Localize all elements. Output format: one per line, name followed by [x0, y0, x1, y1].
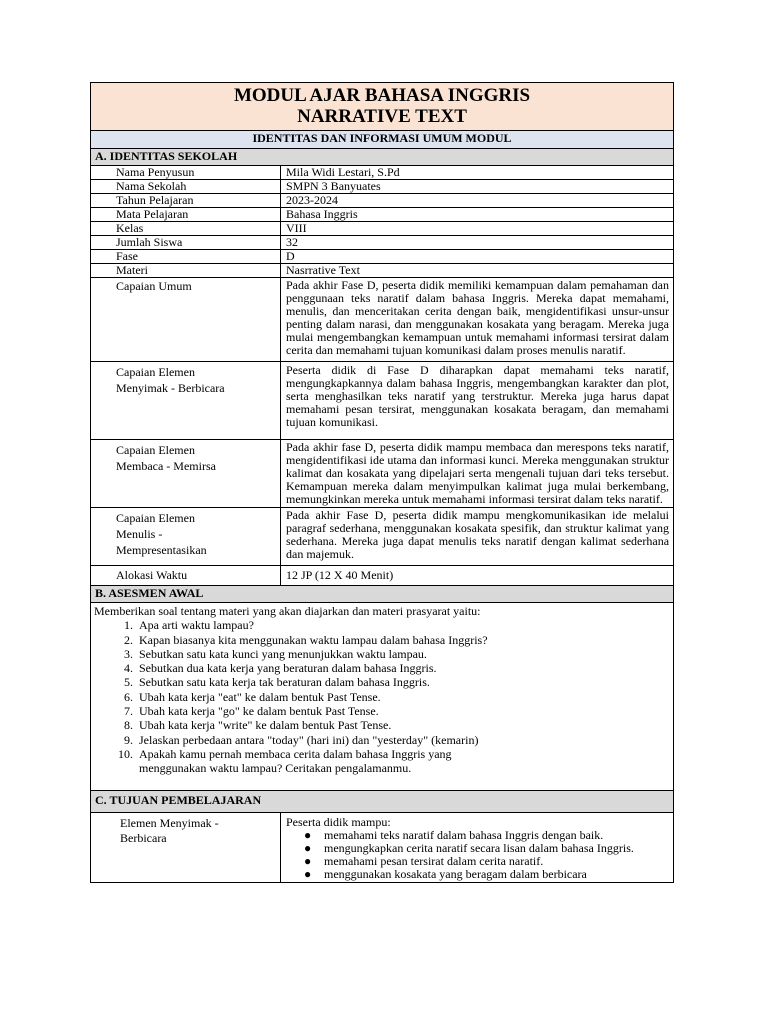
bullet-icon: ● [304, 840, 312, 855]
tujuan-item-text: memahami pesan tersirat dalam cerita naratif. [324, 853, 544, 868]
module-document [90, 82, 673, 883]
section-b-heading: B. ASESMEN AWAL [91, 586, 674, 603]
identity-value: SMPN 3 Banyuates [281, 180, 674, 194]
capaian-membaca-label: Capaian Elemen Membaca - Memirsa [91, 440, 281, 508]
section-a-heading: A. IDENTITAS SEKOLAH [91, 149, 674, 166]
identity-label: Kelas [91, 222, 281, 236]
section-a-heading-row [91, 149, 674, 166]
identity-row [91, 264, 674, 278]
identity-label: Jumlah Siswa [91, 236, 281, 250]
identity-value: 32 [281, 236, 674, 250]
identity-value: Nasrrative Text [281, 264, 674, 278]
document-subtitle: IDENTITAS DAN INFORMASI UMUM MODUL [91, 131, 674, 149]
section-b-heading-row [91, 586, 674, 603]
identity-label: Nama Sekolah [91, 180, 281, 194]
tujuan-item-text: mengungkapkan cerita naratif secara lisan dalam bahasa Inggris. [324, 840, 634, 855]
tujuan-intro: Peserta didik mampu: [286, 814, 391, 829]
identity-row [91, 236, 674, 250]
identity-label: Materi [91, 264, 281, 278]
identity-row [91, 208, 674, 222]
assessment-question: 7. Ubah kata kerja "go" ke dalam bentuk Past Tense. [136, 704, 669, 718]
identity-row [91, 194, 674, 208]
document-title [91, 83, 674, 131]
identity-row [91, 222, 674, 236]
title-line-2: NARRATIVE TEXT [297, 106, 467, 127]
assessment-question: 1. Apa arti waktu lampau? [136, 618, 669, 632]
tujuan-item-text: menggunakan kosakata yang beragam dalam berbicara [324, 866, 587, 881]
capaian-menulis-row [91, 508, 674, 566]
bullet-icon: ● [304, 866, 312, 881]
assessment-question: 3. Sebutkan satu kata kunci yang menunjukkan waktu lampau. [136, 647, 669, 661]
title-row [91, 83, 674, 131]
bullet-icon: ● [304, 853, 312, 868]
alokasi-value: 12 JP (12 X 40 Menit) [281, 566, 674, 586]
section-c-body-row [91, 812, 674, 882]
identity-row [91, 166, 674, 180]
tujuan-item-text: memahami teks naratif dalam bahasa Inggris dengan baik. [324, 827, 604, 842]
tujuan-item [304, 866, 649, 881]
assessment-question: 9. Jelaskan perbedaan antara "today" (hari ini) dan "yesterday" (kemarin) [136, 733, 669, 747]
capaian-menyimak-row [91, 362, 674, 440]
capaian-menyimak-text: Peserta didik di Fase D diharapkan dapat memahami teks naratif, mengungkapkannya dalam bahasa Inggris, mengembangkan karakter dan plot, serta menghasilkan teks naratif yang terstruktur. Mereka juga harus dapat memahami pesan tersirat, menggunakan kosakata beragam, dan memahami tujuan komunikasi. [281, 362, 674, 440]
capaian-menulis-label [91, 508, 281, 566]
module-table [90, 82, 674, 883]
section-c-heading: C. TUJUAN PEMBELAJARAN [91, 790, 674, 812]
capaian-menyimak-label: Capaian Elemen Menyimak - Berbicara [91, 362, 281, 440]
identity-value: D [281, 250, 674, 264]
tujuan-element-label-line: Berbicara [120, 830, 167, 845]
identity-label: Tahun Pelajaran [91, 194, 281, 208]
capaian-membaca-text: Pada akhir fase D, peserta didik mampu membaca dan merespons teks naratif, mengidentifikasi ide utama dan informasi kunci. Mereka menggunakan struktur kalimat dan kosakata yang dipelajari serta mengenali tujuan dari teks tersebut. Kemampuan mereka dalam menyimpulkan kalimat juga mulai berkembang, memungkinkan mereka untuk memahami informasi tersirat dalam teks naratif. [281, 440, 674, 508]
bullet-icon: ● [304, 827, 312, 842]
tujuan-content [281, 812, 674, 882]
identity-label: Nama Penyusun [91, 166, 281, 180]
identity-label: Mata Pelajaran [91, 208, 281, 222]
capaian-membaca-row [91, 440, 674, 508]
assessment-question: 2. Kapan biasanya kita menggunakan waktu lampau dalam bahasa Inggris? [136, 633, 669, 647]
identity-value: Mila Widi Lestari, S.Pd [281, 166, 674, 180]
identity-row [91, 180, 674, 194]
assessment-question: 4. Sebutkan dua kata kerja yang beraturan dalam bahasa Inggris. [136, 661, 669, 675]
assessment-question: 5. Sebutkan satu kata kerja tak beraturan dalam bahasa Inggris. [136, 675, 669, 689]
capaian-menulis-text: Pada akhir Fase D, peserta didik mampu mengkomunikasikan ide melalui paragraf sederhana, menggunakan kosakata spesifik, dan struktur kalimat yang sederhana. Mereka juga dapat menulis teks naratif dengan kalimat sederhana dan majemuk. [281, 508, 674, 566]
identity-label: Fase [91, 250, 281, 264]
section-b-body-row [91, 603, 674, 791]
assessment-question: 6. Ubah kata kerja "eat" ke dalam bentuk Past Tense. [136, 690, 669, 704]
section-c-heading-row [91, 790, 674, 812]
assessment-intro: Memberikan soal tentang materi yang akan diajarkan dan materi prasyarat yaitu: [94, 604, 481, 618]
section-b-body [91, 603, 674, 791]
capaian-umum-label: Capaian Umum [91, 278, 281, 362]
tujuan-element-label-line: Elemen Menyimak - [120, 815, 219, 830]
capaian-menulis-label-line: Capaian Elemen [116, 511, 195, 525]
identity-value: Bahasa Inggris [281, 208, 674, 222]
identity-value: 2023-2024 [281, 194, 674, 208]
assessment-question: 10. Apakah kamu pernah membaca cerita dalam bahasa Inggris yang menggunakan waktu lampau? Ceritakan pengalamanmu. [136, 747, 669, 776]
assessment-question: 8. Ubah kata kerja "write" ke dalam bentuk Past Tense. [136, 718, 669, 732]
alokasi-label: Alokasi Waktu [91, 566, 281, 586]
capaian-umum-row [91, 278, 674, 362]
identity-value: VIII [281, 222, 674, 236]
title-line-1: MODUL AJAR BAHASA INGGRIS [233, 85, 531, 106]
capaian-menulis-label-line: Mempresentasikan [116, 543, 207, 557]
alokasi-row [91, 566, 674, 586]
tujuan-element-label [91, 812, 281, 882]
identity-row [91, 250, 674, 264]
tujuan-list [286, 829, 649, 881]
assessment-question-list [94, 618, 669, 775]
capaian-umum-text: Pada akhir Fase D, peserta didik memiliki kemampuan dalam pemahaman dan penggunaan teks naratif dalam bahasa Inggris. Mereka dapat memahami, menulis, dan menceritakan cerita dengan baik, mengidentifikasi unsur-unsur penting dalam narasi, dan menggunakan kosakata yang beragam. Mereka juga mulai mengembangkan kemampuan untuk memahami informasi tersirat dalam cerita dan memahami tujuan komunikasi dalam proses menulis naratif. [281, 278, 674, 362]
capaian-menulis-label-line: Menulis - [116, 527, 163, 541]
subtitle-row [91, 131, 674, 149]
